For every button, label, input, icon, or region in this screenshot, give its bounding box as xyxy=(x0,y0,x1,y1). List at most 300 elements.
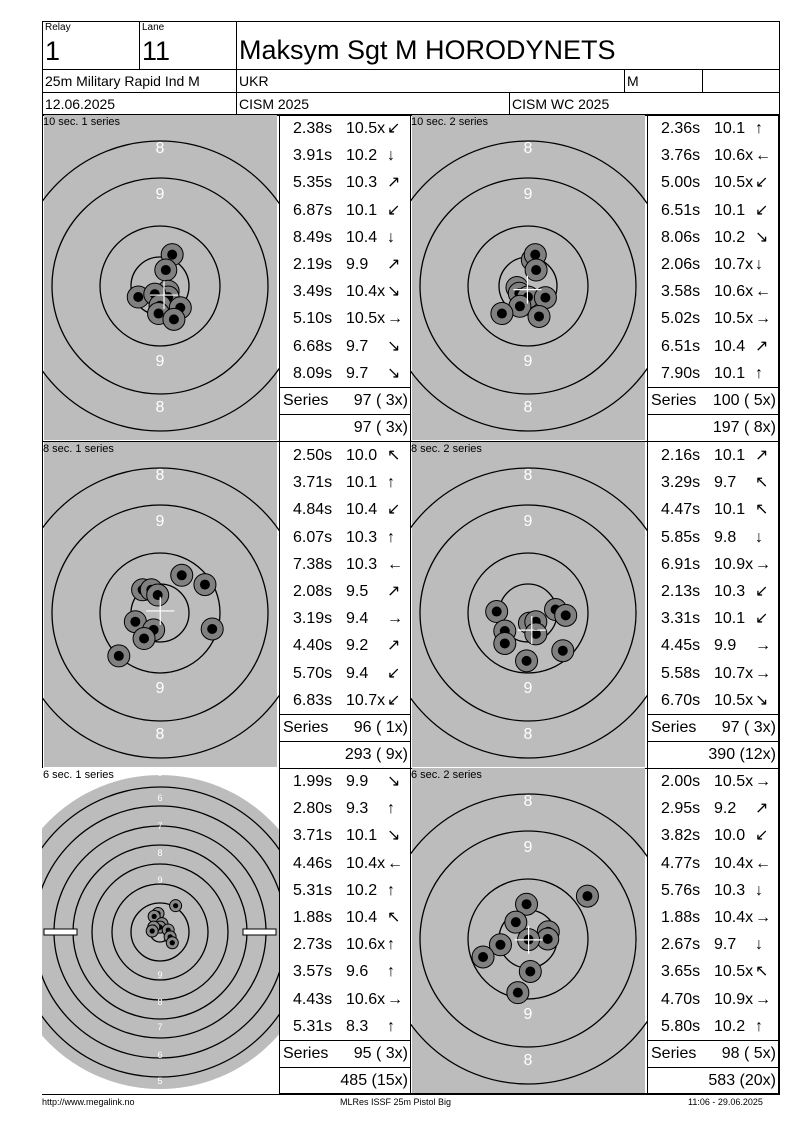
shot-direction-icon: ↙ xyxy=(755,174,769,192)
shot-direction-icon: ↗ xyxy=(387,583,401,600)
shot-direction-icon: ↗ xyxy=(387,637,401,655)
shot-direction-icon: → xyxy=(755,310,771,328)
shot-time: 5.02s xyxy=(661,310,701,328)
running-total: 293 ( 9x) xyxy=(344,746,408,764)
divider xyxy=(139,21,140,69)
shot-time: 6.51s xyxy=(661,201,701,219)
shot-row xyxy=(648,551,778,578)
shot-score: 10.2 xyxy=(714,228,746,246)
shot-row xyxy=(648,795,778,822)
shot-direction-icon: ↓ xyxy=(387,147,395,165)
shot-score: 9.5 xyxy=(346,583,369,600)
svg-text:9: 9 xyxy=(523,1006,533,1023)
svg-text:5: 5 xyxy=(157,768,163,778)
svg-text:8: 8 xyxy=(155,140,165,157)
shot-score: 10.6x xyxy=(346,936,386,954)
shot-direction-icon: ↓ xyxy=(387,228,395,246)
shot-row xyxy=(648,877,778,904)
shot-direction-icon: ↑ xyxy=(387,474,395,492)
running-total-row xyxy=(648,1067,778,1094)
shot-score: 9.9 xyxy=(346,773,369,790)
shot-score: 9.9 xyxy=(346,256,369,273)
target-face xyxy=(410,768,647,1094)
shot-time: 8.49s xyxy=(293,228,333,246)
running-total: 197 ( 8x) xyxy=(712,419,776,437)
series-title: 10 sec. 2 series xyxy=(411,116,489,128)
shot-score: 10.4x xyxy=(714,909,754,926)
shot-direction-icon: ↗ xyxy=(755,337,769,355)
divider xyxy=(702,69,703,92)
shot-direction-icon: ← xyxy=(755,147,771,165)
series-title: 10 sec. 1 series xyxy=(43,116,121,128)
shot-hole xyxy=(171,564,193,586)
shot-score: 9.4 xyxy=(346,610,369,628)
shot-time: 5.31s xyxy=(293,1017,333,1035)
competition: CISM 2025 xyxy=(239,96,310,112)
shot-direction-icon: ↙ xyxy=(755,583,769,600)
target-area xyxy=(410,442,647,768)
shot-time: 3.91s xyxy=(293,147,333,165)
shot-direction-icon: ↙ xyxy=(387,501,401,519)
shot-hole xyxy=(519,960,541,982)
svg-text:9: 9 xyxy=(157,970,163,980)
shot-time: 7.38s xyxy=(293,555,333,573)
divider xyxy=(778,442,779,768)
shot-time: 3.76s xyxy=(661,147,701,165)
shot-direction-icon: ↘ xyxy=(387,827,401,845)
running-total-row xyxy=(648,741,778,768)
shot-row xyxy=(280,605,410,632)
shot-score: 9.9 xyxy=(714,637,737,655)
shot-hole xyxy=(516,650,538,672)
shot-row xyxy=(280,224,410,251)
shot-row xyxy=(648,850,778,877)
shot-hole xyxy=(555,604,577,626)
divider xyxy=(778,115,779,441)
svg-text:8: 8 xyxy=(523,399,533,416)
shot-score: 9.8 xyxy=(714,528,737,546)
shot-score: 10.1 xyxy=(714,120,746,137)
shot-row xyxy=(648,142,778,169)
shot-score: 9.2 xyxy=(714,800,737,818)
svg-text:9: 9 xyxy=(155,680,165,697)
shot-row xyxy=(280,958,410,985)
shot-hole xyxy=(576,885,598,907)
shot-row xyxy=(648,904,778,931)
shot-time: 2.50s xyxy=(293,447,333,464)
shot-direction-icon: ← xyxy=(387,555,403,573)
shot-row xyxy=(648,958,778,985)
svg-text:9: 9 xyxy=(523,513,533,530)
shot-time: 6.07s xyxy=(293,528,333,546)
shot-direction-icon: ↑ xyxy=(387,936,395,954)
svg-text:8: 8 xyxy=(155,726,165,743)
shot-score: 10.5x xyxy=(714,310,754,328)
divider xyxy=(509,92,510,115)
shot-time: 4.84s xyxy=(293,501,333,519)
target-area xyxy=(410,768,647,1094)
svg-text:9: 9 xyxy=(523,680,533,697)
shot-direction-icon: ↘ xyxy=(387,364,401,382)
svg-text:9: 9 xyxy=(523,839,533,856)
shot-row xyxy=(648,660,778,687)
shot-direction-icon: ↑ xyxy=(387,800,395,818)
shot-time: 5.35s xyxy=(293,174,333,192)
series-total: 95 ( 3x) xyxy=(353,1045,408,1062)
shot-row xyxy=(648,496,778,523)
series-label: Series xyxy=(651,392,697,409)
shot-score: 10.3 xyxy=(714,583,746,600)
shot-score: 10.1 xyxy=(714,364,746,382)
series-label: Series xyxy=(651,1045,697,1062)
shot-time: 4.43s xyxy=(293,990,333,1008)
shot-time: 3.65s xyxy=(661,963,701,981)
shot-time: 7.90s xyxy=(661,364,701,382)
lane-label: Lane xyxy=(142,22,165,33)
shot-row xyxy=(648,687,778,714)
shot-time: 3.19s xyxy=(293,610,333,628)
target-area xyxy=(410,115,647,441)
shot-row xyxy=(280,360,410,387)
shot-direction-icon: ↑ xyxy=(755,120,763,137)
shot-row xyxy=(648,251,778,278)
shot-row xyxy=(280,632,410,659)
shot-score: 10.4x xyxy=(714,854,754,872)
shot-time: 5.70s xyxy=(293,664,333,682)
svg-text:8: 8 xyxy=(523,726,533,743)
shot-time: 2.08s xyxy=(293,583,333,600)
shot-time: 1.99s xyxy=(293,773,333,790)
shot-time: 2.67s xyxy=(661,936,701,954)
divider xyxy=(624,69,625,92)
shot-time: 4.47s xyxy=(661,501,701,519)
svg-text:8: 8 xyxy=(523,140,533,157)
shot-time: 3.82s xyxy=(661,827,701,845)
target-face xyxy=(42,115,279,441)
shot-hole xyxy=(170,900,182,912)
shot-score: 10.6x xyxy=(346,990,386,1008)
shot-row xyxy=(280,524,410,551)
shot-time: 8.09s xyxy=(293,364,333,382)
divider xyxy=(778,768,779,1094)
shot-direction-icon: ↑ xyxy=(387,528,395,546)
shot-hole xyxy=(194,574,216,596)
shot-row xyxy=(280,795,410,822)
shot-row xyxy=(648,931,778,958)
shot-row xyxy=(648,115,778,142)
shot-hole xyxy=(147,584,169,606)
running-total-row xyxy=(280,1067,410,1094)
shot-direction-icon: ↖ xyxy=(387,909,401,926)
shot-score: 10.4x xyxy=(346,283,386,301)
series-total-row xyxy=(648,387,778,414)
shot-score: 10.7x xyxy=(346,691,386,709)
shot-direction-icon: ↓ xyxy=(755,256,763,273)
shot-hole xyxy=(472,946,494,968)
relay-value: 1 xyxy=(45,36,61,66)
svg-text:7: 7 xyxy=(157,1022,163,1032)
shot-hole xyxy=(525,259,547,281)
shot-hole xyxy=(133,628,155,650)
svg-text:6: 6 xyxy=(157,1050,163,1060)
divider xyxy=(42,69,780,70)
shot-score: 10.1 xyxy=(714,201,746,219)
shot-score: 10.4x xyxy=(346,854,386,872)
shot-direction-icon: ↙ xyxy=(387,691,401,709)
shot-row xyxy=(648,469,778,496)
event-name: 25m Military Rapid Ind M xyxy=(45,73,200,89)
shot-direction-icon: → xyxy=(755,909,771,926)
shot-time: 4.40s xyxy=(293,637,333,655)
shot-time: 2.38s xyxy=(293,120,333,137)
shot-direction-icon: ← xyxy=(755,854,771,872)
shot-row xyxy=(648,1013,778,1040)
shot-direction-icon: → xyxy=(387,310,403,328)
shot-score: 10.3 xyxy=(346,555,378,573)
shot-direction-icon: ↙ xyxy=(755,201,769,219)
svg-text:9: 9 xyxy=(155,186,165,203)
shot-hole xyxy=(491,303,513,325)
target-face xyxy=(410,115,647,441)
shot-time: 4.45s xyxy=(661,637,701,655)
shot-direction-icon: ↗ xyxy=(755,800,769,818)
running-total-row xyxy=(280,414,410,441)
shot-direction-icon: → xyxy=(755,773,771,790)
shot-direction-icon: → xyxy=(755,637,771,655)
shot-time: 5.85s xyxy=(661,528,701,546)
shot-score: 10.0 xyxy=(346,447,378,464)
shot-row xyxy=(280,578,410,605)
svg-text:8: 8 xyxy=(523,467,533,484)
running-total-row xyxy=(280,741,410,768)
shot-row xyxy=(648,360,778,387)
shot-time: 2.06s xyxy=(661,256,701,273)
shot-row xyxy=(280,469,410,496)
target-face xyxy=(42,768,279,1094)
shot-row xyxy=(280,660,410,687)
shot-row xyxy=(648,224,778,251)
shot-score: 10.4 xyxy=(346,501,378,519)
shot-row xyxy=(280,169,410,196)
shot-score: 10.4 xyxy=(714,337,746,355)
target-area xyxy=(42,768,279,1094)
shot-hole xyxy=(163,308,185,330)
category: M xyxy=(627,73,639,89)
shot-direction-icon: → xyxy=(755,664,771,682)
svg-text:8: 8 xyxy=(157,997,163,1007)
shot-time: 4.46s xyxy=(293,854,333,872)
shot-hole xyxy=(494,632,516,654)
shot-hole xyxy=(486,601,508,623)
shot-hole xyxy=(146,925,158,937)
shot-row xyxy=(280,278,410,305)
footer-software: MLRes ISSF 25m Pistol Big xyxy=(340,1097,452,1107)
shot-hole xyxy=(155,259,177,281)
shot-time: 6.70s xyxy=(661,691,701,709)
shot-row xyxy=(280,115,410,142)
shot-direction-icon: ↑ xyxy=(387,1017,395,1035)
shot-direction-icon: ↓ xyxy=(755,881,763,899)
shot-time: 6.91s xyxy=(661,555,701,573)
running-total: 583 (20x) xyxy=(708,1072,776,1090)
running-total-row xyxy=(648,414,778,441)
shot-score: 10.1 xyxy=(346,201,378,219)
shot-direction-icon: ↖ xyxy=(755,474,769,492)
shot-score: 10.1 xyxy=(714,447,746,464)
footer-url: http://www.megalink.no xyxy=(42,1097,135,1107)
shot-direction-icon: ↖ xyxy=(755,501,769,519)
shot-hole xyxy=(528,305,550,327)
svg-text:9: 9 xyxy=(157,875,163,885)
shot-direction-icon: ↘ xyxy=(755,228,769,246)
shot-score: 10.3 xyxy=(714,881,746,899)
shot-direction-icon: ↘ xyxy=(755,691,769,709)
shot-time: 3.31s xyxy=(661,610,701,628)
date: 12.06.2025 xyxy=(45,96,116,112)
shot-row xyxy=(648,578,778,605)
shot-row xyxy=(280,251,410,278)
series-title: 8 sec. 1 series xyxy=(43,443,114,455)
shot-time: 1.88s xyxy=(293,909,333,926)
shot-time: 5.10s xyxy=(293,310,333,328)
shot-score: 10.0 xyxy=(714,827,746,845)
series-label: Series xyxy=(283,719,329,736)
shot-direction-icon: ↙ xyxy=(387,120,401,137)
nation: UKR xyxy=(239,73,269,89)
series-label: Series xyxy=(283,1045,329,1062)
shot-score: 9.6 xyxy=(346,963,369,981)
svg-text:5: 5 xyxy=(157,1076,163,1086)
shot-row xyxy=(280,904,410,931)
shot-score: 9.7 xyxy=(714,936,737,954)
svg-text:9: 9 xyxy=(155,353,165,370)
shot-score: 10.1 xyxy=(346,474,378,492)
shot-time: 1.88s xyxy=(661,909,701,926)
shot-row xyxy=(648,524,778,551)
shot-direction-icon: → xyxy=(755,990,771,1008)
series-total-row xyxy=(280,387,410,414)
relay-label: Relay xyxy=(45,22,71,33)
shot-hole xyxy=(507,982,529,1004)
shot-time: 5.00s xyxy=(661,174,701,192)
shot-direction-icon: ↘ xyxy=(387,773,401,790)
shot-direction-icon: ↙ xyxy=(755,610,769,628)
shot-direction-icon: → xyxy=(387,610,403,628)
shot-direction-icon: ↖ xyxy=(755,963,769,981)
shot-time: 5.80s xyxy=(661,1017,701,1035)
series-title: 6 sec. 2 series xyxy=(411,769,482,781)
shot-row xyxy=(280,687,410,714)
svg-text:8: 8 xyxy=(523,793,533,810)
shot-row xyxy=(648,333,778,360)
shot-score: 10.7x xyxy=(714,664,754,682)
shot-time: 8.06s xyxy=(661,228,701,246)
target-face xyxy=(42,442,279,768)
running-total: 97 ( 3x) xyxy=(353,419,408,437)
shot-time: 6.51s xyxy=(661,337,701,355)
shot-hole xyxy=(552,640,574,662)
shot-direction-icon: ↙ xyxy=(387,664,401,682)
shot-score: 9.3 xyxy=(346,800,369,818)
divider xyxy=(236,21,237,115)
shot-score: 10.5x xyxy=(714,691,754,709)
shot-row xyxy=(280,877,410,904)
shot-score: 9.7 xyxy=(346,337,369,355)
svg-text:6: 6 xyxy=(157,793,163,803)
svg-text:7: 7 xyxy=(157,821,163,831)
shot-score: 10.3 xyxy=(346,528,378,546)
shot-direction-icon: ↓ xyxy=(755,528,763,546)
shot-direction-icon: ↑ xyxy=(755,364,763,382)
shot-score: 9.4 xyxy=(346,664,369,682)
shot-row xyxy=(280,197,410,224)
series-total-row xyxy=(280,1040,410,1067)
series-total: 100 ( 5x) xyxy=(712,392,776,409)
shot-row xyxy=(648,278,778,305)
target-area xyxy=(42,115,279,441)
shot-score: 10.2 xyxy=(346,147,378,165)
shot-direction-icon: ↑ xyxy=(755,1017,763,1035)
shot-hole xyxy=(166,937,178,949)
running-total: 485 (15x) xyxy=(340,1072,408,1090)
shot-score: 10.1 xyxy=(346,827,378,845)
shot-time: 3.71s xyxy=(293,474,333,492)
series-total: 97 ( 3x) xyxy=(353,392,408,409)
shot-row xyxy=(280,333,410,360)
shot-row xyxy=(648,986,778,1013)
athlete-name: Maksym Sgt M HORODYNETS xyxy=(239,35,616,65)
shot-score: 8.3 xyxy=(346,1017,369,1035)
shot-row xyxy=(648,768,778,795)
shot-direction-icon: ← xyxy=(387,854,403,872)
shot-hole xyxy=(525,623,547,645)
series-total: 96 ( 1x) xyxy=(353,719,408,736)
series-total-row xyxy=(648,714,778,741)
shot-row xyxy=(648,169,778,196)
shot-time: 2.95s xyxy=(661,800,701,818)
shot-score: 10.5x xyxy=(346,120,386,137)
divider xyxy=(42,92,780,93)
shot-score: 10.3 xyxy=(346,174,378,192)
shot-time: 2.19s xyxy=(293,256,333,273)
shot-direction-icon: ↑ xyxy=(387,963,395,981)
shot-direction-icon: ↓ xyxy=(755,936,763,954)
shot-row xyxy=(648,442,778,469)
shot-row xyxy=(280,931,410,958)
svg-text:8: 8 xyxy=(157,848,163,858)
svg-text:8: 8 xyxy=(155,467,165,484)
shot-time: 2.73s xyxy=(293,936,333,954)
shot-time: 4.77s xyxy=(661,854,701,872)
shot-time: 5.58s xyxy=(661,664,701,682)
series-title: 8 sec. 2 series xyxy=(411,443,482,455)
shot-row xyxy=(280,850,410,877)
shot-time: 5.76s xyxy=(661,881,701,899)
shot-score: 10.1 xyxy=(714,610,746,628)
shot-direction-icon: ↙ xyxy=(387,201,401,219)
shot-row xyxy=(648,305,778,332)
shot-row xyxy=(648,197,778,224)
target-area xyxy=(42,442,279,768)
shot-direction-icon: → xyxy=(755,555,771,573)
shot-score: 9.2 xyxy=(346,637,369,655)
shot-time: 6.87s xyxy=(293,201,333,219)
target-face xyxy=(410,442,647,768)
shot-time: 6.83s xyxy=(293,691,333,709)
shot-direction-icon: ↙ xyxy=(755,827,769,845)
shot-row xyxy=(280,496,410,523)
running-total: 390 (12x) xyxy=(708,746,776,764)
